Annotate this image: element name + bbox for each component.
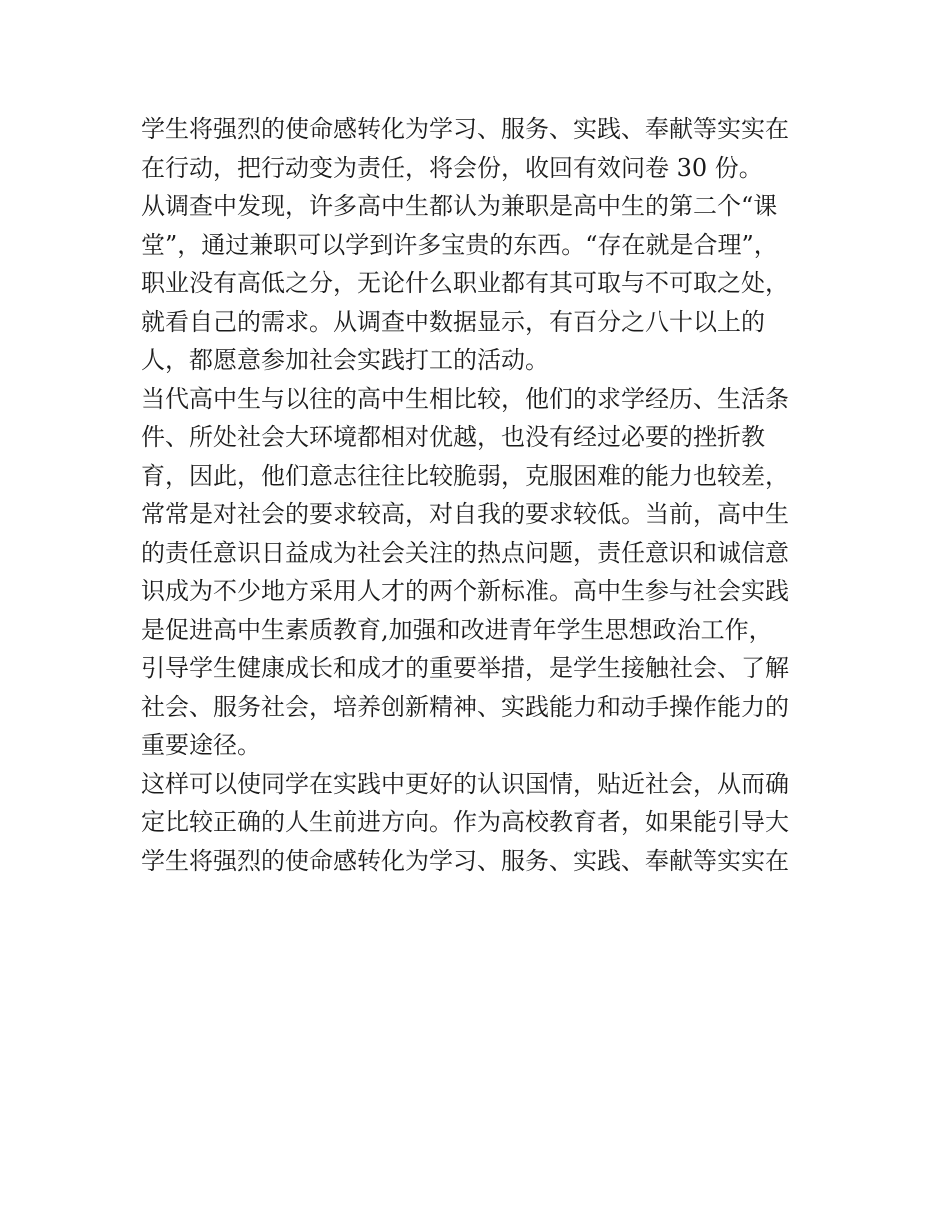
text-line: 人，都愿意参加社会实践打工的活动。 bbox=[141, 346, 549, 374]
text-line: 引导学生健康成长和成才的重要举措，是学生接触社会、了解 bbox=[141, 654, 789, 682]
document-body bbox=[141, 110, 821, 880]
text-line: 社会、服务社会，培养创新精神、实践能力和动手操作能力的 bbox=[141, 692, 789, 721]
text-line: 就看自己的需求。从调查中数据显示，有百分之八十以上的 bbox=[141, 307, 765, 336]
text-line: 当代高中生与以往的高中生相比较，他们的求学经历、生活条 bbox=[141, 384, 789, 413]
text-line: 重要途径。 bbox=[141, 731, 261, 759]
text-line: 识成为不少地方采用人才的两个新标准。高中生参与社会实践 bbox=[141, 577, 789, 605]
text-line: 学生将强烈的使命感转化为学习、服务、实践、奉献等实实在 bbox=[141, 846, 789, 875]
text-line: 常常是对社会的要求较高，对自我的要求较低。当前，高中生 bbox=[141, 500, 789, 528]
text-line: 堂”，通过兼职可以学到许多宝贵的东西。“存在就是合理”， bbox=[141, 230, 778, 259]
text-line: 学生将强烈的使命感转化为学习、服务、实践、奉献等实实在 bbox=[141, 115, 789, 143]
text-line: 的责任意识日益成为社会关注的热点问题，责任意识和诚信意 bbox=[141, 538, 789, 567]
text-line: 从调查中发现，许多高中生都认为兼职是高中生的第二个“课 bbox=[141, 192, 778, 220]
text-line: 是促进高中生素质教育,加强和改进青年学生思想政治工作， bbox=[141, 615, 773, 644]
text-line: 职业没有高低之分，无论什么职业都有其可取与不可取之处， bbox=[141, 269, 789, 297]
text-line: 件、所处社会大环境都相对优越，也没有经过必要的挫折教 bbox=[141, 423, 765, 451]
text-line: 育，因此，他们意志往往比较脆弱，克服困难的能力也较差， bbox=[141, 461, 789, 490]
text-line: 这样可以使同学在实践中更好的认识国情，贴近社会，从而确 bbox=[141, 769, 789, 798]
text-line: 在行动，把行动变为责任，将会份，收回有效问卷 30 份。 bbox=[141, 153, 763, 182]
text-line: 定比较正确的人生前进方向。作为高校教育者，如果能引导大 bbox=[141, 808, 789, 836]
